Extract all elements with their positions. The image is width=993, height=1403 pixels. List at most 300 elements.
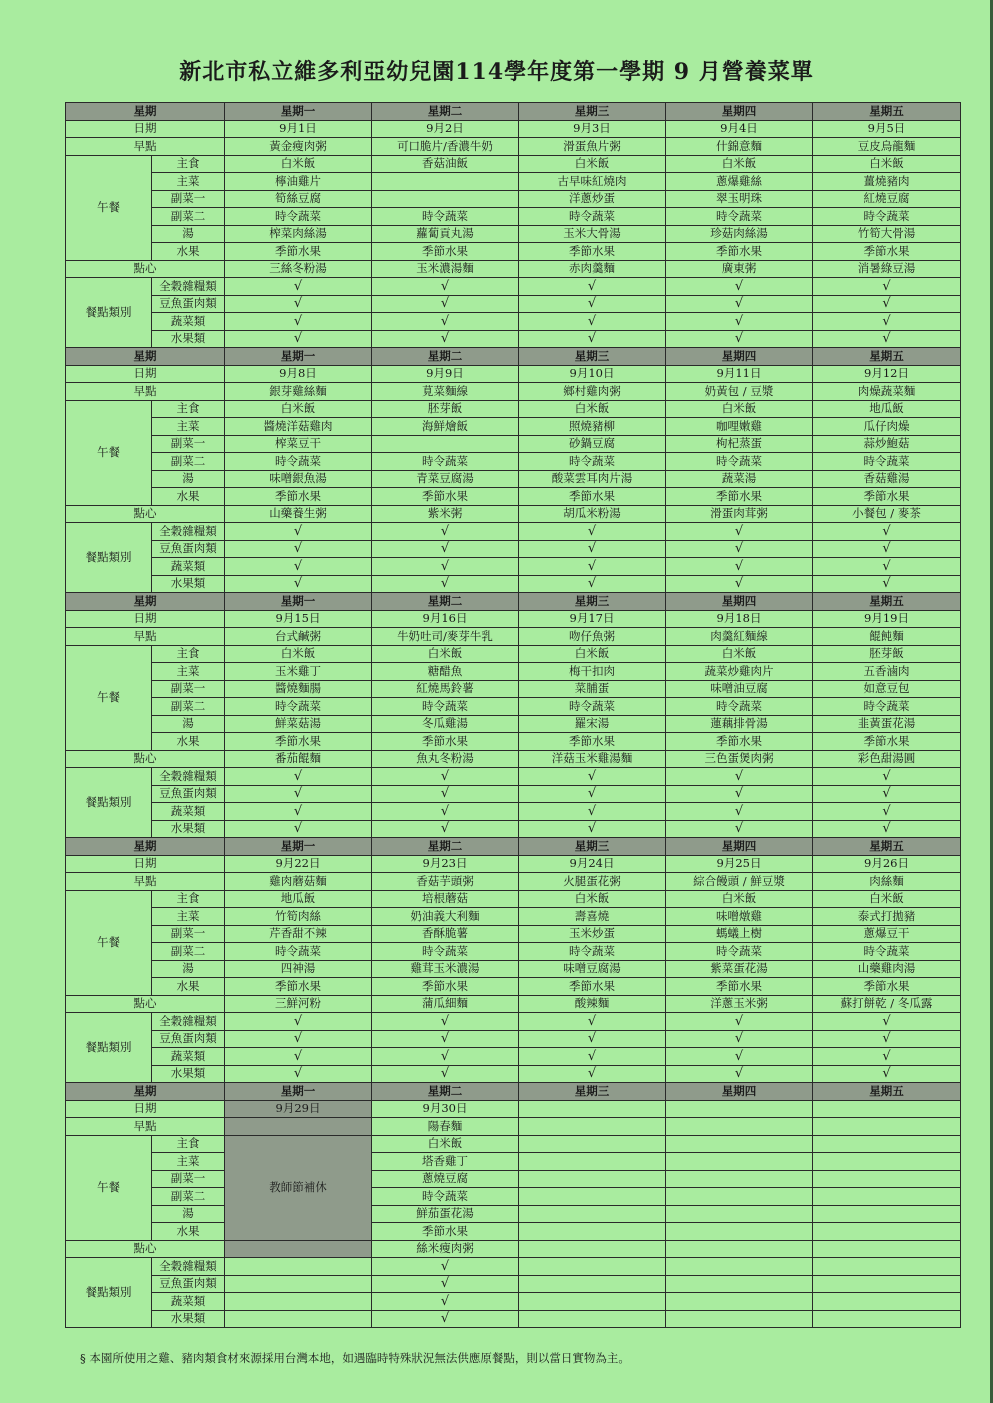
date-cell: 9月15日 [225, 610, 372, 628]
snack-cell: 胡瓜米粉湯 [519, 505, 666, 523]
food-group-vegetables-row [66, 1293, 961, 1311]
date-row [66, 610, 961, 628]
lunch-fruit-row [66, 978, 961, 996]
soup-cell: 珍菇肉絲湯 [666, 225, 813, 243]
empty-cell [519, 1310, 666, 1328]
side-dish-2-label: 副菜二 [152, 1188, 225, 1206]
snack-cell: 酸辣麵 [519, 995, 666, 1013]
main-cell: 檸油雞片 [225, 173, 372, 191]
soup-label: 湯 [152, 960, 225, 978]
breakfast-cell: 雞肉蘑菇麵 [225, 873, 372, 891]
lunch-fruit-row [66, 1223, 961, 1241]
snack-row [66, 1240, 961, 1258]
check-mark: √ [372, 1310, 519, 1328]
side-dish-2-cell: 時令蔬菜 [372, 453, 519, 471]
check-mark: √ [813, 540, 961, 558]
lunch-soup-row [66, 715, 961, 733]
check-mark: √ [372, 295, 519, 313]
staple-cell: 白米飯 [666, 890, 813, 908]
side-dish-1-cell: 紅燒豆腐 [813, 190, 961, 208]
food-group-grains-row [66, 768, 961, 786]
check-mark: √ [372, 768, 519, 786]
lunch-side-dish-1-row [66, 190, 961, 208]
snack-cell [813, 1240, 961, 1258]
vegetables-label: 蔬菜類 [152, 558, 225, 576]
holiday-note: 教師節補休 [225, 1135, 372, 1240]
check-mark: √ [813, 820, 961, 838]
check-mark: √ [372, 1013, 519, 1031]
lunch-label: 午餐 [66, 645, 152, 750]
grains-label: 全穀雜糧類 [152, 768, 225, 786]
soup-cell: 四神湯 [225, 960, 372, 978]
weekday-header-row [66, 593, 961, 611]
side-dish-1-cell: 洋蔥炒蛋 [519, 190, 666, 208]
soup-cell [813, 1205, 961, 1223]
check-mark: √ [372, 558, 519, 576]
check-mark: √ [519, 803, 666, 821]
side-dish-2-cell: 時令蔬菜 [813, 208, 961, 226]
check-mark: √ [666, 558, 813, 576]
date-cell: 9月2日 [372, 120, 519, 138]
side-dish-1-label: 副菜一 [152, 190, 225, 208]
snack-cell: 廣東粥 [666, 260, 813, 278]
side-dish-1-cell: 紅燒馬鈴薯 [372, 680, 519, 698]
side-dish-1-cell: 如意豆包 [813, 680, 961, 698]
main-cell: 味噌燉雞 [666, 908, 813, 926]
snack-cell: 滑蛋肉茸粥 [666, 505, 813, 523]
soup-cell: 雞茸玉米濃湯 [372, 960, 519, 978]
date-cell: 9月1日 [225, 120, 372, 138]
weekday-header-cell: 星期二 [372, 348, 519, 366]
main-cell: 瓜仔肉燥 [813, 418, 961, 436]
weekday-header-cell: 星期一 [225, 593, 372, 611]
lunch-main-row [66, 173, 961, 191]
food-group-protein-row [66, 295, 961, 313]
side-dish-2-cell: 時令蔬菜 [225, 453, 372, 471]
soup-label: 湯 [152, 1205, 225, 1223]
staple-cell: 白米飯 [225, 645, 372, 663]
fruits-group-label: 水果類 [152, 575, 225, 593]
soup-label: 湯 [152, 225, 225, 243]
weekday-header-row [66, 1083, 961, 1101]
side-dish-2-cell: 時令蔬菜 [666, 208, 813, 226]
check-mark: √ [225, 540, 372, 558]
date-cell: 9月30日 [372, 1100, 519, 1118]
lunch-soup-row [66, 1205, 961, 1223]
empty-cell [519, 1275, 666, 1293]
date-label: 日期 [66, 1100, 225, 1118]
check-mark: √ [225, 803, 372, 821]
snack-cell: 番茄餛麵 [225, 750, 372, 768]
side-dish-2-cell: 時令蔬菜 [519, 453, 666, 471]
check-mark: √ [666, 1065, 813, 1083]
food-group-vegetables-row [66, 558, 961, 576]
check-mark: √ [666, 330, 813, 348]
lunch-staple-row [66, 155, 961, 173]
snack-row [66, 995, 961, 1013]
fruit-label: 水果 [152, 978, 225, 996]
breakfast-cell: 肉燥蔬菜麵 [813, 383, 961, 401]
check-mark: √ [519, 313, 666, 331]
side-dish-2-cell: 時令蔬菜 [813, 698, 961, 716]
protein-label: 豆魚蛋肉類 [152, 1275, 225, 1293]
lunch-side-dish-2-row [66, 698, 961, 716]
side-dish-1-label: 副菜一 [152, 680, 225, 698]
snack-cell: 魚丸冬粉湯 [372, 750, 519, 768]
snack-label: 點心 [66, 505, 225, 523]
check-mark: √ [666, 1030, 813, 1048]
main-cell: 竹筍肉絲 [225, 908, 372, 926]
check-mark: √ [225, 313, 372, 331]
weekday-header-cell: 星期二 [372, 593, 519, 611]
weekday-header-cell: 星期三 [519, 838, 666, 856]
soup-cell: 山藥雞肉湯 [813, 960, 961, 978]
staple-cell [519, 1135, 666, 1153]
main-cell: 奶油義大利麵 [372, 908, 519, 926]
side-dish-1-cell [813, 1170, 961, 1188]
weekday-header-cell: 星期一 [225, 103, 372, 121]
side-dish-1-cell: 香酥脆薯 [372, 925, 519, 943]
lunch-staple-row [66, 1135, 961, 1153]
breakfast-cell: 陽春麵 [372, 1118, 519, 1136]
main-cell: 照燒豬柳 [519, 418, 666, 436]
side-dish-1-cell: 翠玉明珠 [666, 190, 813, 208]
breakfast-cell: 肉絲麵 [813, 873, 961, 891]
breakfast-cell: 牛奶吐司/麥芽牛乳 [372, 628, 519, 646]
check-mark: √ [519, 523, 666, 541]
date-label: 日期 [66, 610, 225, 628]
breakfast-row [66, 1118, 961, 1136]
weekday-header-cell: 星期一 [225, 1083, 372, 1101]
soup-cell [666, 1205, 813, 1223]
soup-cell: 蘿蔔貢丸湯 [372, 225, 519, 243]
check-mark: √ [519, 575, 666, 593]
side-dish-2-cell: 時令蔬菜 [813, 943, 961, 961]
check-mark: √ [372, 1048, 519, 1066]
check-mark: √ [813, 803, 961, 821]
food-group-fruits-group-row [66, 820, 961, 838]
lunch-side-dish-1-row [66, 925, 961, 943]
check-mark: √ [372, 313, 519, 331]
snack-cell: 洋菇玉米雞湯麵 [519, 750, 666, 768]
lunch-label: 午餐 [66, 155, 152, 260]
breakfast-label: 早點 [66, 1118, 225, 1136]
staple-cell: 地瓜飯 [225, 890, 372, 908]
side-dish-1-label: 副菜一 [152, 925, 225, 943]
check-mark: √ [519, 1048, 666, 1066]
fruit-cell: 季節水果 [519, 733, 666, 751]
check-mark: √ [372, 785, 519, 803]
protein-label: 豆魚蛋肉類 [152, 785, 225, 803]
check-mark: √ [519, 278, 666, 296]
lunch-main-row [66, 1153, 961, 1171]
soup-cell: 蓮藕排骨湯 [666, 715, 813, 733]
snack-label: 點心 [66, 260, 225, 278]
weekday-header-cell: 星期五 [813, 593, 961, 611]
fruit-label: 水果 [152, 243, 225, 261]
empty-cell [225, 1310, 372, 1328]
date-cell: 9月9日 [372, 365, 519, 383]
main-cell [666, 1153, 813, 1171]
side-dish-2-cell: 時令蔬菜 [372, 698, 519, 716]
grains-label: 全穀雜糧類 [152, 278, 225, 296]
side-dish-2-cell: 時令蔬菜 [813, 453, 961, 471]
vegetables-label: 蔬菜類 [152, 313, 225, 331]
side-dish-2-cell: 時令蔬菜 [519, 208, 666, 226]
main-cell [372, 173, 519, 191]
date-cell: 9月26日 [813, 855, 961, 873]
snack-row [66, 260, 961, 278]
food-group-fruits-group-row [66, 575, 961, 593]
side-dish-1-cell: 蒜炒鮑菇 [813, 435, 961, 453]
check-mark: √ [225, 278, 372, 296]
empty-cell [813, 1275, 961, 1293]
side-dish-2-cell [666, 1188, 813, 1206]
check-mark: √ [372, 575, 519, 593]
fruit-label: 水果 [152, 733, 225, 751]
check-mark: √ [519, 540, 666, 558]
weekday-header-cell: 星期四 [666, 838, 813, 856]
staple-cell: 白米飯 [519, 645, 666, 663]
soup-cell: 紫菜蛋花湯 [666, 960, 813, 978]
snack-cell: 赤肉羹麵 [519, 260, 666, 278]
check-mark: √ [666, 278, 813, 296]
date-cell: 9月22日 [225, 855, 372, 873]
staple-cell: 白米飯 [666, 155, 813, 173]
side-dish-1-cell: 枸杞蒸蛋 [666, 435, 813, 453]
food-groups-label: 餐點類別 [66, 523, 152, 593]
breakfast-cell: 銀芽雞絲麵 [225, 383, 372, 401]
fruit-cell: 季節水果 [813, 488, 961, 506]
date-cell: 9月18日 [666, 610, 813, 628]
side-dish-2-cell: 時令蔬菜 [666, 943, 813, 961]
side-dish-1-cell [372, 435, 519, 453]
soup-cell: 蔬菜湯 [666, 470, 813, 488]
side-dish-2-cell: 時令蔬菜 [225, 943, 372, 961]
side-dish-1-label: 副菜一 [152, 435, 225, 453]
side-dish-2-cell [519, 1188, 666, 1206]
date-cell: 9月19日 [813, 610, 961, 628]
check-mark: √ [813, 295, 961, 313]
snack-row [66, 750, 961, 768]
food-group-grains-row [66, 1258, 961, 1276]
side-dish-2-cell: 時令蔬菜 [519, 943, 666, 961]
snack-label: 點心 [66, 750, 225, 768]
lunch-side-dish-1-row [66, 435, 961, 453]
date-cell: 9月3日 [519, 120, 666, 138]
breakfast-label: 早點 [66, 383, 225, 401]
weekday-header-label: 星期 [66, 1083, 225, 1101]
check-mark: √ [225, 575, 372, 593]
date-cell: 9月10日 [519, 365, 666, 383]
fruit-cell: 季節水果 [813, 733, 961, 751]
weekday-header-cell: 星期五 [813, 1083, 961, 1101]
food-group-protein-row [66, 540, 961, 558]
vegetables-label: 蔬菜類 [152, 1048, 225, 1066]
empty-cell [666, 1275, 813, 1293]
check-mark: √ [666, 575, 813, 593]
check-mark: √ [225, 1048, 372, 1066]
staple-cell: 白米飯 [519, 155, 666, 173]
food-group-grains-row [66, 523, 961, 541]
food-group-grains-row [66, 278, 961, 296]
soup-cell: 酸菜雲耳肉片湯 [519, 470, 666, 488]
check-mark: √ [225, 1065, 372, 1083]
lunch-side-dish-1-row [66, 680, 961, 698]
staple-cell: 白米飯 [519, 400, 666, 418]
soup-label: 湯 [152, 470, 225, 488]
breakfast-row [66, 383, 961, 401]
staple-cell: 地瓜飯 [813, 400, 961, 418]
soup-cell: 榨菜肉絲湯 [225, 225, 372, 243]
side-dish-1-cell: 蔥燒豆腐 [372, 1170, 519, 1188]
check-mark: √ [666, 803, 813, 821]
main-cell: 塔香雞丁 [372, 1153, 519, 1171]
breakfast-cell [666, 1118, 813, 1136]
vegetables-label: 蔬菜類 [152, 803, 225, 821]
staple-cell: 白米飯 [519, 890, 666, 908]
side-dish-2-label: 副菜二 [152, 453, 225, 471]
main-cell: 壽喜燒 [519, 908, 666, 926]
check-mark: √ [813, 330, 961, 348]
check-mark: √ [666, 1048, 813, 1066]
staple-cell: 胚芽飯 [813, 645, 961, 663]
fruits-group-label: 水果類 [152, 1310, 225, 1328]
date-cell: 9月17日 [519, 610, 666, 628]
main-cell: 咖哩嫩雞 [666, 418, 813, 436]
fruit-label: 水果 [152, 488, 225, 506]
holiday-cell [225, 1240, 372, 1258]
staple-label: 主食 [152, 645, 225, 663]
snack-cell: 洋蔥玉米粥 [666, 995, 813, 1013]
check-mark: √ [519, 785, 666, 803]
snack-cell: 消暑綠豆湯 [813, 260, 961, 278]
date-cell [813, 1100, 961, 1118]
fruit-cell [666, 1223, 813, 1241]
check-mark: √ [519, 1065, 666, 1083]
check-mark: √ [225, 558, 372, 576]
fruit-cell: 季節水果 [519, 243, 666, 261]
staple-cell: 白米飯 [666, 400, 813, 418]
lunch-label: 午餐 [66, 890, 152, 995]
check-mark: √ [666, 820, 813, 838]
check-mark: √ [225, 785, 372, 803]
date-cell: 9月29日 [225, 1100, 372, 1118]
weekday-header-cell: 星期二 [372, 838, 519, 856]
snack-label: 點心 [66, 995, 225, 1013]
date-cell [519, 1100, 666, 1118]
lunch-main-row [66, 908, 961, 926]
empty-cell [225, 1275, 372, 1293]
check-mark: √ [666, 313, 813, 331]
check-mark: √ [813, 785, 961, 803]
side-dish-2-label: 副菜二 [152, 943, 225, 961]
check-mark: √ [519, 1030, 666, 1048]
vegetables-label: 蔬菜類 [152, 1293, 225, 1311]
check-mark: √ [225, 295, 372, 313]
holiday-cell [225, 1118, 372, 1136]
snack-cell [666, 1240, 813, 1258]
breakfast-label: 早點 [66, 628, 225, 646]
soup-cell: 青菜豆腐湯 [372, 470, 519, 488]
food-group-fruits-group-row [66, 1310, 961, 1328]
main-label: 主菜 [152, 173, 225, 191]
grains-label: 全穀雜糧類 [152, 523, 225, 541]
lunch-fruit-row [66, 488, 961, 506]
fruit-cell: 季節水果 [372, 978, 519, 996]
fruit-cell: 季節水果 [372, 1223, 519, 1241]
side-dish-1-cell: 味噌油豆腐 [666, 680, 813, 698]
check-mark: √ [666, 295, 813, 313]
check-mark: √ [813, 558, 961, 576]
snack-cell: 小餐包 / 麥茶 [813, 505, 961, 523]
main-cell: 古早味紅燒肉 [519, 173, 666, 191]
grains-label: 全穀雜糧類 [152, 1013, 225, 1031]
main-label: 主菜 [152, 908, 225, 926]
check-mark: √ [372, 1275, 519, 1293]
weekday-header-cell: 星期四 [666, 1083, 813, 1101]
empty-cell [666, 1310, 813, 1328]
empty-cell [813, 1293, 961, 1311]
side-dish-1-cell [372, 190, 519, 208]
check-mark: √ [372, 820, 519, 838]
soup-cell: 鮮菜菇湯 [225, 715, 372, 733]
empty-cell [225, 1258, 372, 1276]
breakfast-cell: 台式鹹粥 [225, 628, 372, 646]
snack-cell: 紫米粥 [372, 505, 519, 523]
side-dish-2-cell: 時令蔬菜 [666, 698, 813, 716]
main-cell: 醬燒洋菇雞肉 [225, 418, 372, 436]
snack-row [66, 505, 961, 523]
lunch-label: 午餐 [66, 1135, 152, 1240]
fruit-cell: 季節水果 [225, 733, 372, 751]
weekday-header-cell: 星期三 [519, 1083, 666, 1101]
side-dish-1-cell: 榨菜豆干 [225, 435, 372, 453]
breakfast-cell: 黃金瘦肉粥 [225, 138, 372, 156]
check-mark: √ [372, 540, 519, 558]
lunch-soup-row [66, 225, 961, 243]
footnote: § 本園所使用之雞、豬肉類食材來源採用台灣本地，如遇臨時特殊狀況無法供應原餐點，則以當日實物為主。 [80, 1351, 630, 1365]
empty-cell [519, 1293, 666, 1311]
side-dish-2-cell: 時令蔬菜 [372, 208, 519, 226]
breakfast-cell: 豆皮烏龍麵 [813, 138, 961, 156]
food-group-vegetables-row [66, 313, 961, 331]
snack-cell [519, 1240, 666, 1258]
fruit-cell [519, 1223, 666, 1241]
staple-cell: 胚芽飯 [372, 400, 519, 418]
food-group-protein-row [66, 1030, 961, 1048]
weekday-header-cell: 星期四 [666, 348, 813, 366]
fruit-cell: 季節水果 [666, 488, 813, 506]
side-dish-1-cell [519, 1170, 666, 1188]
weekday-header-row [66, 348, 961, 366]
empty-cell [813, 1310, 961, 1328]
breakfast-row [66, 628, 961, 646]
check-mark: √ [372, 523, 519, 541]
side-dish-2-cell: 時令蔬菜 [372, 943, 519, 961]
check-mark: √ [813, 313, 961, 331]
soup-cell: 玉米大骨湯 [519, 225, 666, 243]
check-mark: √ [519, 558, 666, 576]
main-cell: 泰式打拋豬 [813, 908, 961, 926]
snack-label: 點心 [66, 1240, 225, 1258]
main-cell: 玉米雞丁 [225, 663, 372, 681]
weekday-header-cell: 星期一 [225, 348, 372, 366]
snack-cell: 山藥養生粥 [225, 505, 372, 523]
main-cell [813, 1153, 961, 1171]
protein-label: 豆魚蛋肉類 [152, 1030, 225, 1048]
fruit-label: 水果 [152, 1223, 225, 1241]
